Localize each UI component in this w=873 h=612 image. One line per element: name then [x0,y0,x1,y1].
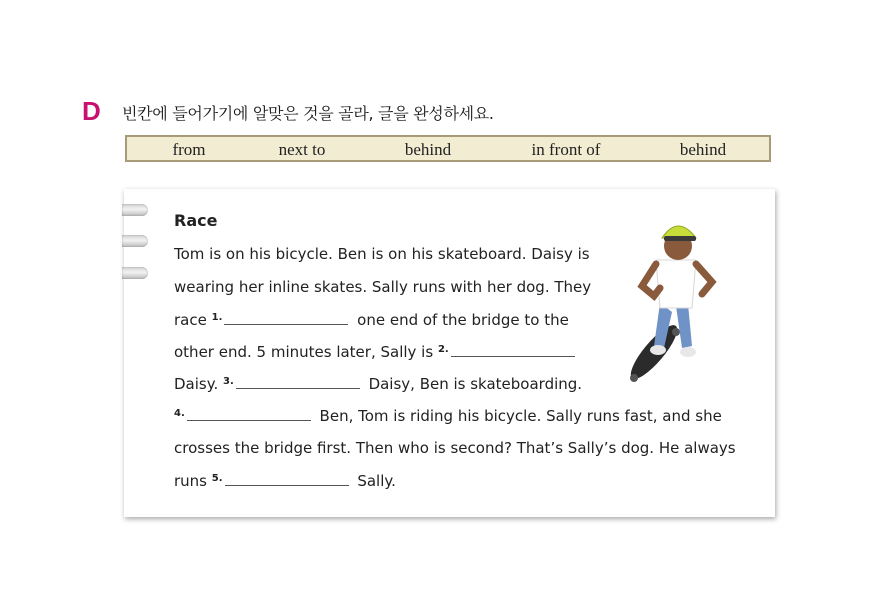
story-line [174,310,569,329]
blank-number: 4. [174,408,185,419]
story-line: Tom is on his bicycle. Ben is on his skateboard. Daisy is [174,245,590,263]
answer-blank-2[interactable] [451,342,575,357]
answer-blank-5[interactable] [225,471,349,486]
blank-number: 3. [223,376,234,387]
answer-blank-4[interactable] [187,406,311,421]
word-bank-item: behind [404,140,452,159]
story-line: wearing her inline skates. Sally runs with her dog. They [174,278,592,296]
word-bank-item: next to [278,140,326,159]
story-text-segment: other end. 5 minutes later, Sally is [174,343,434,361]
story-line [174,374,582,393]
section-letter: D [82,96,101,126]
binder-ring-icon [122,267,148,279]
word-bank-item: behind [679,140,727,159]
binder-ring-icon [122,204,148,216]
word-bank-item: from [172,140,206,159]
story-text-segment: race [174,311,207,329]
binder-ring-icon [122,235,148,247]
story-text-segment: Daisy, Ben is skateboarding. [368,375,583,393]
word-bank [125,135,771,162]
story-title: Race [174,211,218,230]
story-line [174,342,579,361]
story-line [174,406,722,425]
word-bank-item: in front of [531,140,601,159]
answer-blank-1[interactable] [224,310,348,325]
blank-number: 5. [211,473,223,484]
instruction-text: 빈칸에 들어가기에 알맞은 것을 골라, 글을 완성하세요. [122,104,494,123]
story-text-segment: runs [174,472,207,490]
answer-blank-3[interactable] [236,374,360,389]
story-text-segment: Ben, Tom is riding his bicycle. Sally runs fast, and she [319,407,722,425]
story-line [174,471,396,490]
blank-number: 1. [211,312,223,323]
story-line: crosses the bridge first. Then who is second? That’s Sally’s dog. He always [174,439,736,457]
skateboarder-illustration [620,208,740,398]
blank-number: 2. [437,344,449,355]
story-text-segment: one end of the bridge to the [357,311,569,329]
story-text-segment: Sally. [357,472,396,490]
story-text-segment: Daisy. [174,375,219,393]
